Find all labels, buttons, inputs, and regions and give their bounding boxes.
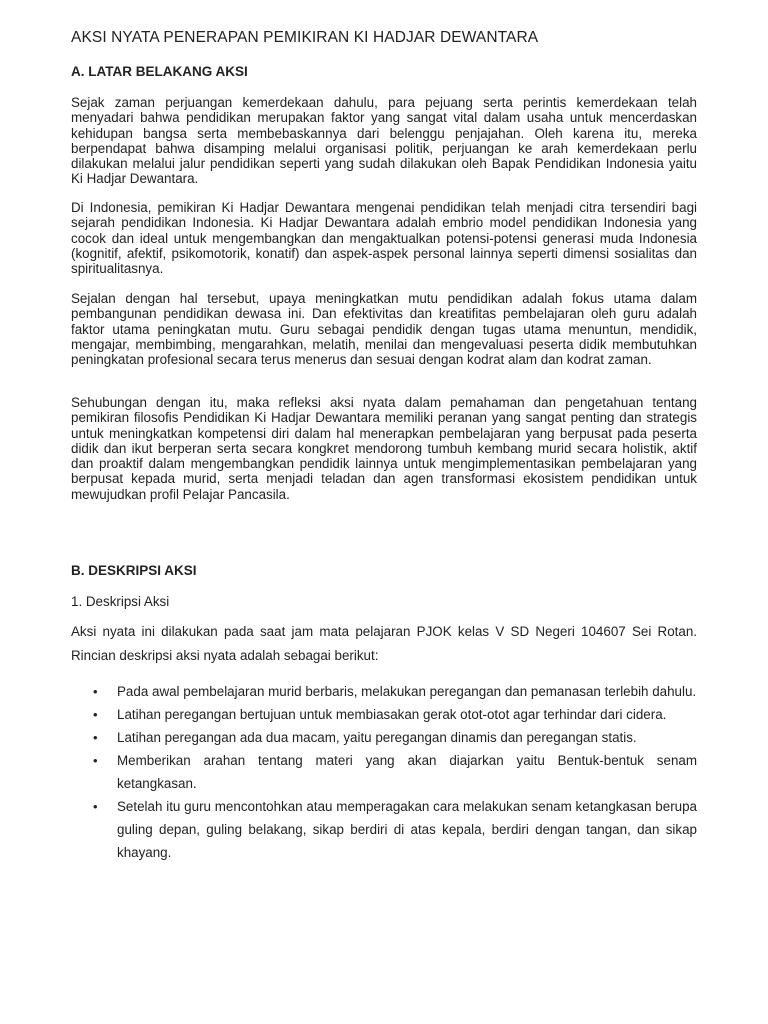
list-item-text: Setelah itu guru mencontohkan atau memperagakan cara melakukan senam ketangkasan berupa guling depan, guling belakang, sikap berdiri di atas kepala, berdiri dengan tangan, dan sikap khayang.	[117, 799, 697, 860]
list-item-text: Pada awal pembelajaran murid berbaris, melakukan peregangan dan pemanasan terlebih dahulu.	[117, 684, 697, 699]
bullet-icon: •	[93, 707, 98, 722]
paragraph: Sehubungan dengan itu, maka refleksi aksi nyata dalam pemahaman dan pengetahuan tentang pemikiran filosofis Pendidikan Ki Hadjar Dewantara memiliki peranan yang sangat penting dan strategis untuk meningkatkan kompetensi diri dalam hal menerapkan pembelajaran yang berpusat pada peserta didik dan ikut berperan serta secara kongkret mendorong tumbuh kembang murid secara holistik, aktif dan proaktif dalam mengembangkan pendidik lainnya untuk mengimplementasikan pembelajaran yang berpusat kepada murid, serta menjadi teladan dan agen transformasi ekosistem pendidikan untuk mewujudkan profil Pelajar Pancasila.	[71, 395, 697, 502]
paragraph: Sejalan dengan hal tersebut, upaya meningkatkan mutu pendidikan adalah fokus utama dalam pembangunan pendidikan dewasa ini. Dan efektivitas dan kreatifitas pembelajaran oleh guru adalah faktor utama peningkatan mutu. Guru sebagai pendidik dengan tugas utama menuntun, mendidik, mengajar, membimbing, mengarahkan, melatih, menilai dan mengevaluasi peserta didik membutuhkan peningkatan profesional secara terus menerus dan sesuai dengan kodrat alam dan kodrat zaman.	[71, 291, 697, 368]
section-b-subheading: 1. Deskripsi Aksi	[71, 594, 170, 609]
section-a-heading: A. LATAR BELAKANG AKSI	[71, 64, 248, 79]
bullet-icon: •	[93, 684, 98, 699]
list-item	[71, 795, 697, 864]
list-item	[71, 680, 697, 703]
bullet-icon: •	[93, 799, 98, 814]
list-item-text: Latihan peregangan ada dua macam, yaitu peregangan dinamis dan peregangan statis.	[117, 730, 637, 745]
bullet-list	[71, 680, 697, 864]
list-item-text: Latihan peregangan bertujuan untuk membiasakan gerak otot-otot agar terhindar dari cidera.	[117, 707, 667, 722]
bullet-icon: •	[93, 730, 98, 745]
document-title: AKSI NYATA PENERAPAN PEMIKIRAN KI HADJAR DEWANTARA	[71, 29, 539, 46]
list-item	[71, 703, 697, 726]
section-b-heading: B. DESKRIPSI AKSI	[71, 563, 197, 578]
list-item	[71, 726, 697, 749]
list-item-text: Memberikan arahan tentang materi yang akan diajarkan yaitu Bentuk-bentuk senam ketangkasan.	[117, 753, 697, 791]
section-b-intro: Aksi nyata ini dilakukan pada saat jam mata pelajaran PJOK kelas V SD Negeri 104607 Sei Rotan. Rincian deskripsi aksi nyata adalah sebagai berikut:	[71, 624, 697, 663]
list-item	[71, 749, 697, 795]
paragraph: Sejak zaman perjuangan kemerdekaan dahulu, para pejuang serta perintis kemerdekaan telah menyadari bahwa pendidikan merupakan faktor yang sangat vital dalam usaha untuk mencerdaskan kehidupan bangsa serta membebaskannya dari belenggu penjajahan. Oleh karena itu, mereka berpendapat bahwa disamping melalui organisasi politik, perjuangan ke arah kemerdekaan perlu dilakukan melalui jalur pendidikan seperti yang sudah dilakukan oleh Bapak Pendidikan Indonesia yaitu Ki Hadjar Dewantara.	[71, 95, 697, 187]
bullet-icon: •	[93, 753, 98, 768]
paragraph: Di Indonesia, pemikiran Ki Hadjar Dewantara mengenai pendidikan telah menjadi citra tersendiri bagi sejarah pendidikan Indonesia. Ki Hadjar Dewantara adalah embrio model pendidikan Indonesia yang cocok dan ideal untuk mengembangkan dan mengaktualkan potensi-potensi generasi muda Indonesia (kognitif, afektif, psikomotorik, konatif) dan aspek-aspek personal lainnya seperti dimensi sosialitas dan spiritualitasnya.	[71, 200, 697, 277]
